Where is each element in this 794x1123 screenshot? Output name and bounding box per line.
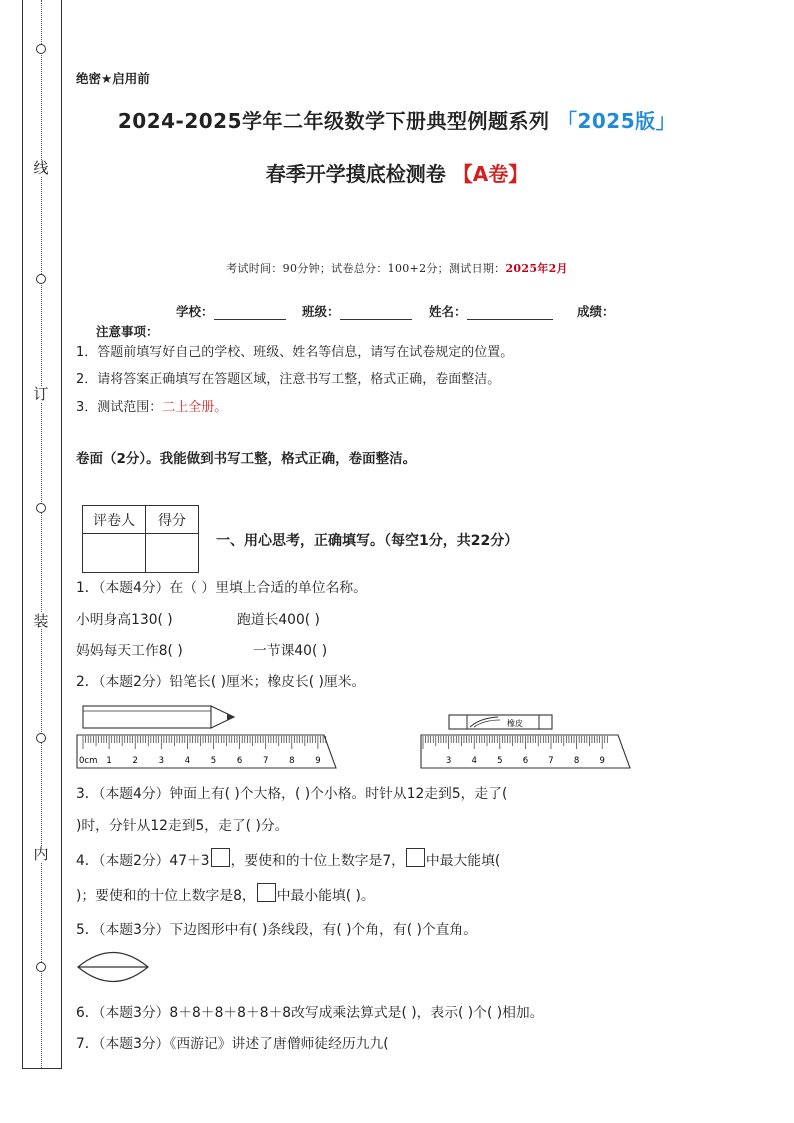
question-3-line-2: )时，分针从12走到5，走了( )分。 [76,818,289,834]
ruler-tick-label: 6 [236,756,243,766]
school-field [176,302,286,320]
answer-box-ref [406,848,425,867]
question-7: 7．（本题3分）《西游记》讲述了唐僧师徒经历九九( [76,1036,389,1052]
secret-label: 绝密★启用前 [76,71,150,86]
page-title [0,105,794,134]
ruler-tick-label: 9 [315,756,321,766]
name-label: 姓名： [429,304,467,319]
question-2: 2．（本题2分）铅笔长( )厘米；橡皮长( )厘米。 [76,674,366,690]
note-item-1: 1．答题前填写好自己的学校、班级、姓名等信息，请写在试卷规定的位置。 [76,345,514,360]
question-1-item-c: 妈妈每天工作8( ) [76,643,183,659]
score-header: 得分 [146,506,199,534]
score-table [82,505,199,573]
ruler-tick-label: 7 [262,756,269,766]
question-4-part-c: 中最大能填( [425,853,501,869]
ruler-tick-label: 8 [573,756,580,766]
ruler-tick-label: 7 [548,756,554,766]
ruler-tick-label: 6 [522,756,529,766]
answer-box-ref [257,883,276,902]
question-1-item-b: 跑道长400( ) [237,612,320,628]
ruler-tick-label: 9 [599,756,605,766]
binding-char-xian: 线 [33,159,49,177]
question-1-item-a: 小明身高130( ) [76,612,173,628]
score-label: 成绩： [577,304,615,319]
question-1: 1．（本题4分）在（ ）里填上合适的单位名称。 [76,580,367,596]
note-item-3-prefix: 3．测试范围： [76,400,163,415]
subtitle-volume: 【A卷】 [452,162,529,186]
reviewer-header: 评卷人 [83,506,146,534]
school-label: 学校： [176,304,214,319]
question-5: 5．（本题3分）下边图形中有( )条线段，有( )个角，有( )个直角。 [76,922,478,938]
ruler-tick-label: 2 [132,756,138,766]
ruler-tick-label: 4 [184,756,191,766]
answer-box[interactable] [211,848,230,867]
title-edition: 「2025版」 [556,109,677,133]
question-6: 6．（本题3分）8＋8＋8＋8＋8＋8改写成乘法算式是( )，表示( )个( )相加。 [76,1005,544,1021]
eraser-ruler-figure [420,700,634,772]
subtitle-main: 春季开学摸底检测卷 [265,162,446,186]
name-field [429,302,553,320]
ruler-tick-label: 3 [158,756,165,766]
ruler-tick-label: 5 [210,756,217,766]
section-1-heading: 一、用心思考，正确填写。（每空1分，共22分） [216,533,519,549]
question-1-item-d: 一节课40( ) [253,643,328,659]
neatness-line: 卷面（2分）。我能做到书写工整，格式正确，卷面整洁。 [76,451,417,467]
segment-shape-figure [76,946,152,988]
school-blank[interactable] [214,307,286,320]
exam-date: 2025年2月 [505,262,568,275]
binding-circle [36,733,46,743]
question-3-line-1: 3．（本题4分）钟面上有( )个大格，( )个小格。时针从12走到5，走了( [76,786,508,802]
class-field [302,302,412,320]
exam-info-text: 考试时间：90分钟；试卷总分：100+2分；测试日期： [226,262,506,275]
binding-char-nei: 内 [33,845,49,863]
question-4-part-b: ，要使和的十位上数字是7， [230,853,405,869]
notes-heading: 注意事项： [96,324,159,339]
page-subtitle [0,158,794,187]
pencil-ruler-figure [76,700,340,772]
class-blank[interactable] [340,307,412,320]
question-4-part-d: )；要使和的十位上数字是8， [76,888,256,904]
binding-char-zhuang: 装 [33,612,49,630]
question-4-line-1 [76,848,500,869]
name-blank[interactable] [467,307,553,320]
exam-info [0,260,794,276]
binding-char-ding: 订 [33,385,49,403]
binding-circle [36,44,46,54]
class-label: 班级： [302,304,340,319]
binding-circle [36,503,46,513]
binding-circle [36,962,46,972]
ruler-tick-label: 5 [497,756,503,766]
score-cell[interactable] [146,534,199,573]
question-4-line-2 [76,883,375,904]
eraser-label: 橡皮 [507,719,523,728]
ruler-tick-label: 3 [445,756,452,766]
note-item-2: 2．请将答案正确填写在答题区域，注意书写工整，格式正确，卷面整洁。 [76,372,501,387]
test-range: 二上全册。 [162,400,228,415]
score-field [577,302,615,320]
question-4-part-e: 中最小能填( )。 [276,888,375,904]
title-main: 2024-2025学年二年级数学下册典型例题系列 [117,109,550,133]
ruler-tick-label: 1 [106,756,112,766]
question-4-part-a: 4．（本题2分）47＋3 [76,853,210,869]
note-item-3 [76,396,227,415]
pencil-drawing [83,706,234,728]
ruler-unit-label: 0cm [79,756,98,766]
reviewer-cell[interactable] [83,534,146,573]
ruler-tick-label: 4 [471,756,477,766]
ruler-tick-label: 8 [289,756,295,766]
eraser-drawing [449,715,552,729]
